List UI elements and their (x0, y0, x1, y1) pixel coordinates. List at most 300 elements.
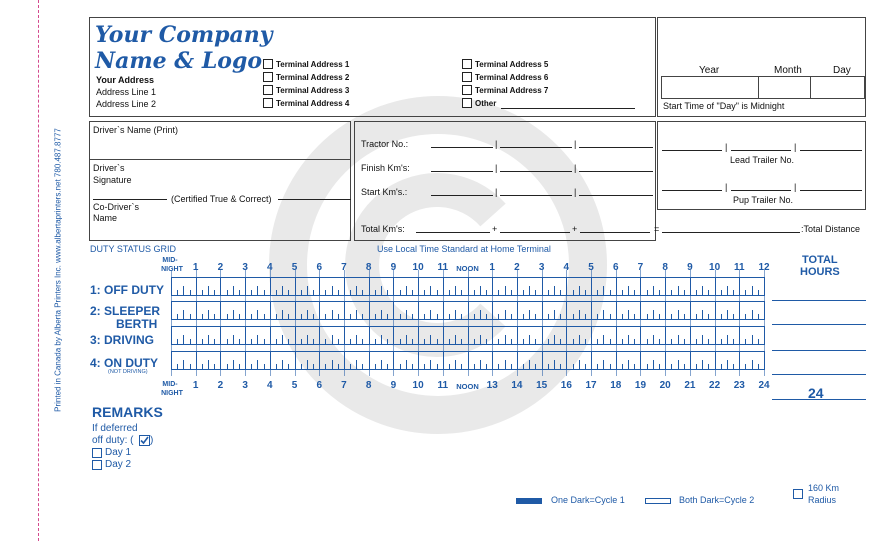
grid-tick (177, 314, 178, 320)
checked-box-icon (139, 435, 150, 446)
grid-tick (733, 290, 734, 296)
hour-label: 22 (709, 380, 721, 391)
grid-tick (214, 339, 215, 345)
grid-tick (208, 310, 209, 320)
grid-tick (282, 286, 283, 296)
grid-tick (721, 339, 722, 345)
grid-hour-line (542, 270, 543, 376)
grid-tick (474, 314, 475, 320)
grid-tick (412, 314, 413, 320)
grid-tick (535, 314, 536, 320)
hour-label: NOON (456, 382, 479, 391)
grid-tick (684, 290, 685, 296)
grid-tick (350, 314, 351, 320)
pup-sep-2: | (794, 182, 797, 192)
grid-tick (554, 335, 555, 345)
grid-tick (727, 310, 728, 320)
grid-tick (455, 286, 456, 296)
grid-title: DUTY STATUS GRID (90, 244, 177, 254)
grid-tick (628, 286, 629, 296)
grid-tick (406, 335, 407, 345)
grid-hour-line (665, 270, 666, 376)
grid-tick (307, 286, 308, 296)
grid-tick (696, 314, 697, 320)
grid-tick (653, 310, 654, 320)
grid-tick (208, 360, 209, 370)
total-hours-label-2: HOURS (800, 266, 840, 278)
grid-tick (412, 364, 413, 370)
grid-tick (437, 364, 438, 370)
driver-signature-line-right[interactable] (278, 199, 351, 200)
total-km-field-3[interactable] (580, 232, 650, 233)
terminal-3-label: Terminal Address 3 (276, 86, 350, 95)
hour-label: 5 (588, 262, 594, 273)
grid-tick (671, 339, 672, 345)
grid-tick (325, 339, 326, 345)
terminal-3-checkbox[interactable] (263, 85, 273, 95)
grid-tick (610, 314, 611, 320)
grid-tick (461, 290, 462, 296)
grid-tick (257, 310, 258, 320)
grid-tick (325, 314, 326, 320)
terminal-1-checkbox[interactable] (263, 59, 273, 69)
grid-tick (702, 360, 703, 370)
grid-tick (282, 335, 283, 345)
terminal-6-checkbox[interactable] (462, 72, 472, 82)
grid-tick (282, 310, 283, 320)
start-km-label: Start Km's.: (361, 187, 408, 197)
grid-tick (387, 364, 388, 370)
lead-trailer-field-2[interactable] (731, 150, 791, 151)
grid-hour-line (369, 270, 370, 376)
grid-tick (239, 364, 240, 370)
grid-tick (721, 364, 722, 370)
grid-tick (183, 286, 184, 296)
grid-tick (678, 360, 679, 370)
grid-hour-line (418, 270, 419, 376)
grid-tick (381, 360, 382, 370)
hour-label: 9 (687, 262, 693, 273)
date-month-field[interactable] (758, 76, 811, 99)
grid-tick (257, 335, 258, 345)
driver-signature-label-1: Driver`s (93, 163, 125, 173)
remarks-deferred-3: ) (150, 435, 154, 446)
grid-tick (313, 364, 314, 370)
grid-tick (603, 335, 604, 345)
radius-label-2: Radius (808, 495, 837, 505)
terminal-4-checkbox[interactable] (263, 98, 273, 108)
grid-tick (597, 314, 598, 320)
grid-tick (529, 360, 530, 370)
total-hours-label-1: TOTAL (802, 254, 838, 266)
grid-hour-line (640, 270, 641, 376)
radius-checkbox[interactable] (793, 489, 803, 499)
total-sleeper-field[interactable] (772, 324, 866, 325)
total-distance-field[interactable] (662, 232, 800, 233)
grid-tick (486, 314, 487, 320)
company-address-line1: Address Line 1 (96, 87, 157, 97)
pup-trailer-field-2[interactable] (731, 190, 791, 191)
lead-sep-1: | (725, 142, 728, 152)
pup-trailer-label: Pup Trailer No. (733, 195, 794, 205)
lead-trailer-field-1[interactable] (662, 150, 722, 151)
hour-label: 8 (365, 380, 372, 391)
grid-tick (332, 286, 333, 296)
grid-tick (307, 310, 308, 320)
grid-tick (708, 364, 709, 370)
hour-label: 11 (437, 380, 449, 391)
grid-tick (647, 339, 648, 345)
grid-tick (647, 364, 648, 370)
grid-tick (455, 310, 456, 320)
grid-hour-line (196, 270, 197, 376)
date-year-label: Year (699, 65, 720, 76)
grid-tick (288, 364, 289, 370)
start-km-field-2[interactable] (500, 195, 572, 196)
grid-tick (387, 314, 388, 320)
lead-trailer-field-3[interactable] (800, 150, 862, 151)
grid-tick (480, 310, 481, 320)
grid-tick (727, 335, 728, 345)
grid-tick (758, 290, 759, 296)
hour-label: 5 (291, 380, 298, 391)
both-dark-label: Both Dark=Cycle 2 (679, 495, 755, 505)
grid-tick (708, 314, 709, 320)
grid-tick (461, 364, 462, 370)
grid-tick (622, 314, 623, 320)
grid-tick (362, 290, 363, 296)
grid-tick (498, 364, 499, 370)
grid-tick (597, 339, 598, 345)
finish-km-field-3[interactable] (579, 171, 653, 172)
grid-tick (752, 310, 753, 320)
midnight-top-1: MID- (162, 257, 178, 264)
grid-tick (511, 339, 512, 345)
tractor-field-2[interactable] (500, 147, 572, 148)
day1-checkbox[interactable] (92, 448, 102, 458)
total-off-duty-field[interactable] (772, 300, 866, 301)
grid-hour-line (443, 270, 444, 376)
driver-signature-line-left[interactable] (93, 199, 167, 200)
remarks-deferred-1: If deferred (92, 423, 138, 434)
grid-tick (412, 290, 413, 296)
finish-sep-2: | (574, 163, 577, 173)
grid-tick (177, 290, 178, 296)
hour-label: 17 (585, 380, 597, 391)
grid-tick (288, 339, 289, 345)
grid-tick (430, 360, 431, 370)
hour-label: 9 (390, 262, 397, 273)
grid-tick (480, 286, 481, 296)
hour-label: NOON (456, 264, 479, 273)
grid-tick (301, 314, 302, 320)
grid-tick (313, 339, 314, 345)
grid-tick (183, 360, 184, 370)
hour-label: 6 (316, 380, 323, 391)
total-distance-label: :Total Distance (801, 224, 861, 234)
grid-tick (653, 360, 654, 370)
grid-tick (190, 290, 191, 296)
codriver-label-2: Name (93, 213, 118, 223)
grid-tick (529, 335, 530, 345)
hour-label: 6 (316, 262, 323, 273)
total-km-field-1[interactable] (416, 232, 490, 233)
row-sleeper-label: 2: SLEEPER (90, 304, 161, 318)
grid-tick (727, 360, 728, 370)
hour-label: 1 (192, 262, 199, 273)
date-year-field[interactable] (661, 76, 759, 99)
grid-tick (208, 335, 209, 345)
grid-tick (276, 290, 277, 296)
grid-tick (560, 339, 561, 345)
grid-tick (659, 290, 660, 296)
grid-tick (202, 339, 203, 345)
grid-hour-line (319, 270, 320, 376)
day2-checkbox[interactable] (92, 460, 102, 470)
grid-tick (659, 339, 660, 345)
terminal-other-label: Other (475, 99, 497, 108)
grid-tick (486, 339, 487, 345)
grid-tick (486, 290, 487, 296)
grid-tick (684, 364, 685, 370)
grid-tick (696, 290, 697, 296)
grid-tick (560, 314, 561, 320)
grid-tick (239, 339, 240, 345)
grid-tick (424, 339, 425, 345)
grid-hour-line (616, 270, 617, 376)
total-km-field-2[interactable] (500, 232, 570, 233)
grid-tick (653, 335, 654, 345)
start-time-note: Start Time of "Day" is Midnight (663, 101, 785, 111)
total-hours-value: 24 (808, 385, 824, 401)
date-day-label: Day (833, 65, 851, 76)
grid-tick (634, 314, 635, 320)
codriver-label-1: Co-Driver`s (93, 202, 139, 212)
hour-label: 13 (486, 380, 498, 391)
grid-tick (548, 290, 549, 296)
grid-tick (573, 339, 574, 345)
grid-tick (356, 310, 357, 320)
grid-tick (696, 339, 697, 345)
grid-tick (486, 364, 487, 370)
grid-tick (721, 314, 722, 320)
grid-tick (362, 364, 363, 370)
hour-label: 3 (242, 380, 248, 391)
start-km-field-1[interactable] (431, 195, 493, 196)
grid-tick (325, 290, 326, 296)
tractor-field-3[interactable] (579, 147, 653, 148)
hour-label: 6 (612, 262, 619, 273)
grid-tick (548, 339, 549, 345)
terminal-other-field[interactable] (501, 108, 635, 109)
hour-label: 10 (412, 380, 424, 391)
start-sep-1: | (495, 187, 498, 197)
grid-tick (597, 364, 598, 370)
grid-tick (511, 364, 512, 370)
grid-tick (523, 314, 524, 320)
grid-tick (573, 314, 574, 320)
grid-tick (233, 286, 234, 296)
grid-tick (702, 335, 703, 345)
grid-tick (535, 339, 536, 345)
grid-tick (529, 286, 530, 296)
hour-label: 16 (560, 380, 572, 391)
grid-tick (301, 290, 302, 296)
grid-tick (251, 290, 252, 296)
hour-label: 7 (341, 380, 347, 391)
grid-tick (375, 290, 376, 296)
hour-label: 7 (637, 262, 644, 273)
grid-tick (573, 290, 574, 296)
grid-tick (622, 339, 623, 345)
grid-tick (474, 339, 475, 345)
terminal-other-checkbox[interactable] (462, 98, 472, 108)
grid-tick (535, 364, 536, 370)
grid-tick (678, 286, 679, 296)
pup-trailer-field-3[interactable] (800, 190, 862, 191)
grid-hour-line (739, 270, 740, 376)
grid-tick (350, 364, 351, 370)
grid-tick (708, 339, 709, 345)
finish-km-field-1[interactable] (431, 171, 493, 172)
grid-tick (554, 360, 555, 370)
grid-tick (554, 310, 555, 320)
grid-hour-line (245, 270, 246, 376)
grid-tick (579, 286, 580, 296)
hour-label: 3 (242, 262, 248, 273)
grid-tick (381, 286, 382, 296)
grid-tick (177, 364, 178, 370)
pup-trailer-field-1[interactable] (662, 190, 722, 191)
grid-tick (610, 290, 611, 296)
terminal-7-checkbox[interactable] (462, 85, 472, 95)
grid-hour-line (295, 270, 296, 376)
grid-tick (276, 364, 277, 370)
finish-km-field-2[interactable] (500, 171, 572, 172)
grid-tick (332, 335, 333, 345)
hour-label: 7 (341, 262, 347, 273)
grid-tick (758, 339, 759, 345)
start-sep-2: | (574, 187, 577, 197)
grid-tick (227, 339, 228, 345)
grid-tick (659, 314, 660, 320)
grid-tick (671, 290, 672, 296)
company-address-label: Your Address (96, 75, 155, 85)
grid-tick (505, 310, 506, 320)
grid-tick (684, 339, 685, 345)
hour-label: 21 (684, 380, 696, 391)
grid-tick (455, 335, 456, 345)
grid-hour-line (393, 270, 394, 376)
grid-tick (208, 286, 209, 296)
grid-tick (610, 339, 611, 345)
grid-tick (288, 314, 289, 320)
grid-tick (449, 364, 450, 370)
grid-tick (233, 335, 234, 345)
grid-tick (511, 314, 512, 320)
grid-tick (400, 314, 401, 320)
grid-tick (702, 310, 703, 320)
grid-tick (406, 286, 407, 296)
hour-label: 11 (733, 262, 745, 273)
grid-tick (480, 335, 481, 345)
start-km-field-3[interactable] (579, 195, 653, 196)
grid-tick (449, 339, 450, 345)
grid-tick (548, 364, 549, 370)
grid-tick (264, 290, 265, 296)
grid-tick (375, 364, 376, 370)
grid-tick (474, 290, 475, 296)
grid-tick (430, 286, 431, 296)
grid-tick (678, 335, 679, 345)
grid-tick (585, 314, 586, 320)
grid-tick (183, 335, 184, 345)
grid-tick (190, 314, 191, 320)
date-day-field[interactable] (810, 76, 865, 99)
grid-tick (449, 290, 450, 296)
tractor-field-1[interactable] (431, 147, 493, 148)
terminal-5-checkbox[interactable] (462, 59, 472, 69)
total-plus-1: + (492, 224, 498, 234)
total-driving-field[interactable] (772, 350, 866, 351)
finish-sep-1: | (495, 163, 498, 173)
grid-tick (406, 360, 407, 370)
grid-tick (498, 339, 499, 345)
hour-label: 10 (709, 262, 721, 273)
grid-tick (301, 364, 302, 370)
grid-hour-line (344, 270, 345, 376)
company-address-line2: Address Line 2 (96, 99, 157, 109)
grid-tick (745, 290, 746, 296)
hour-label: 4 (267, 380, 273, 391)
row-on-duty-sub: (NOT DRIVING) (108, 369, 148, 375)
grid-tick (758, 314, 759, 320)
grid-hour-line (764, 270, 765, 376)
hour-label: 1 (192, 380, 199, 391)
grid-hour-line (171, 270, 172, 376)
grid-tick (239, 290, 240, 296)
grid-tick (183, 310, 184, 320)
terminal-1-label: Terminal Address 1 (276, 60, 350, 69)
grid-tick (282, 360, 283, 370)
hour-label: 1 (489, 262, 495, 273)
grid-tick (684, 314, 685, 320)
grid-tick (257, 286, 258, 296)
total-on-duty-field[interactable] (772, 374, 866, 375)
grid-tick (727, 286, 728, 296)
hour-label: 2 (217, 262, 224, 273)
terminal-2-checkbox[interactable] (263, 72, 273, 82)
grid-tick (752, 335, 753, 345)
grid-tick (678, 310, 679, 320)
hour-label: 24 (758, 380, 770, 391)
grid-tick (387, 339, 388, 345)
certified-note: (Certified True & Correct) (171, 194, 272, 204)
grid-tick (338, 290, 339, 296)
grid-tick (338, 339, 339, 345)
grid-tick (585, 290, 586, 296)
grid-tick (356, 335, 357, 345)
remarks-deferred-2: off duty: ( (92, 435, 134, 446)
terminal-5-label: Terminal Address 5 (475, 60, 549, 69)
grid-hour-line (715, 270, 716, 376)
grid-tick (233, 360, 234, 370)
grid-tick (461, 339, 462, 345)
finish-km-label: Finish Km's: (361, 163, 410, 173)
grid-tick (548, 314, 549, 320)
grid-hour-line (566, 270, 567, 376)
grid-tick (505, 286, 506, 296)
